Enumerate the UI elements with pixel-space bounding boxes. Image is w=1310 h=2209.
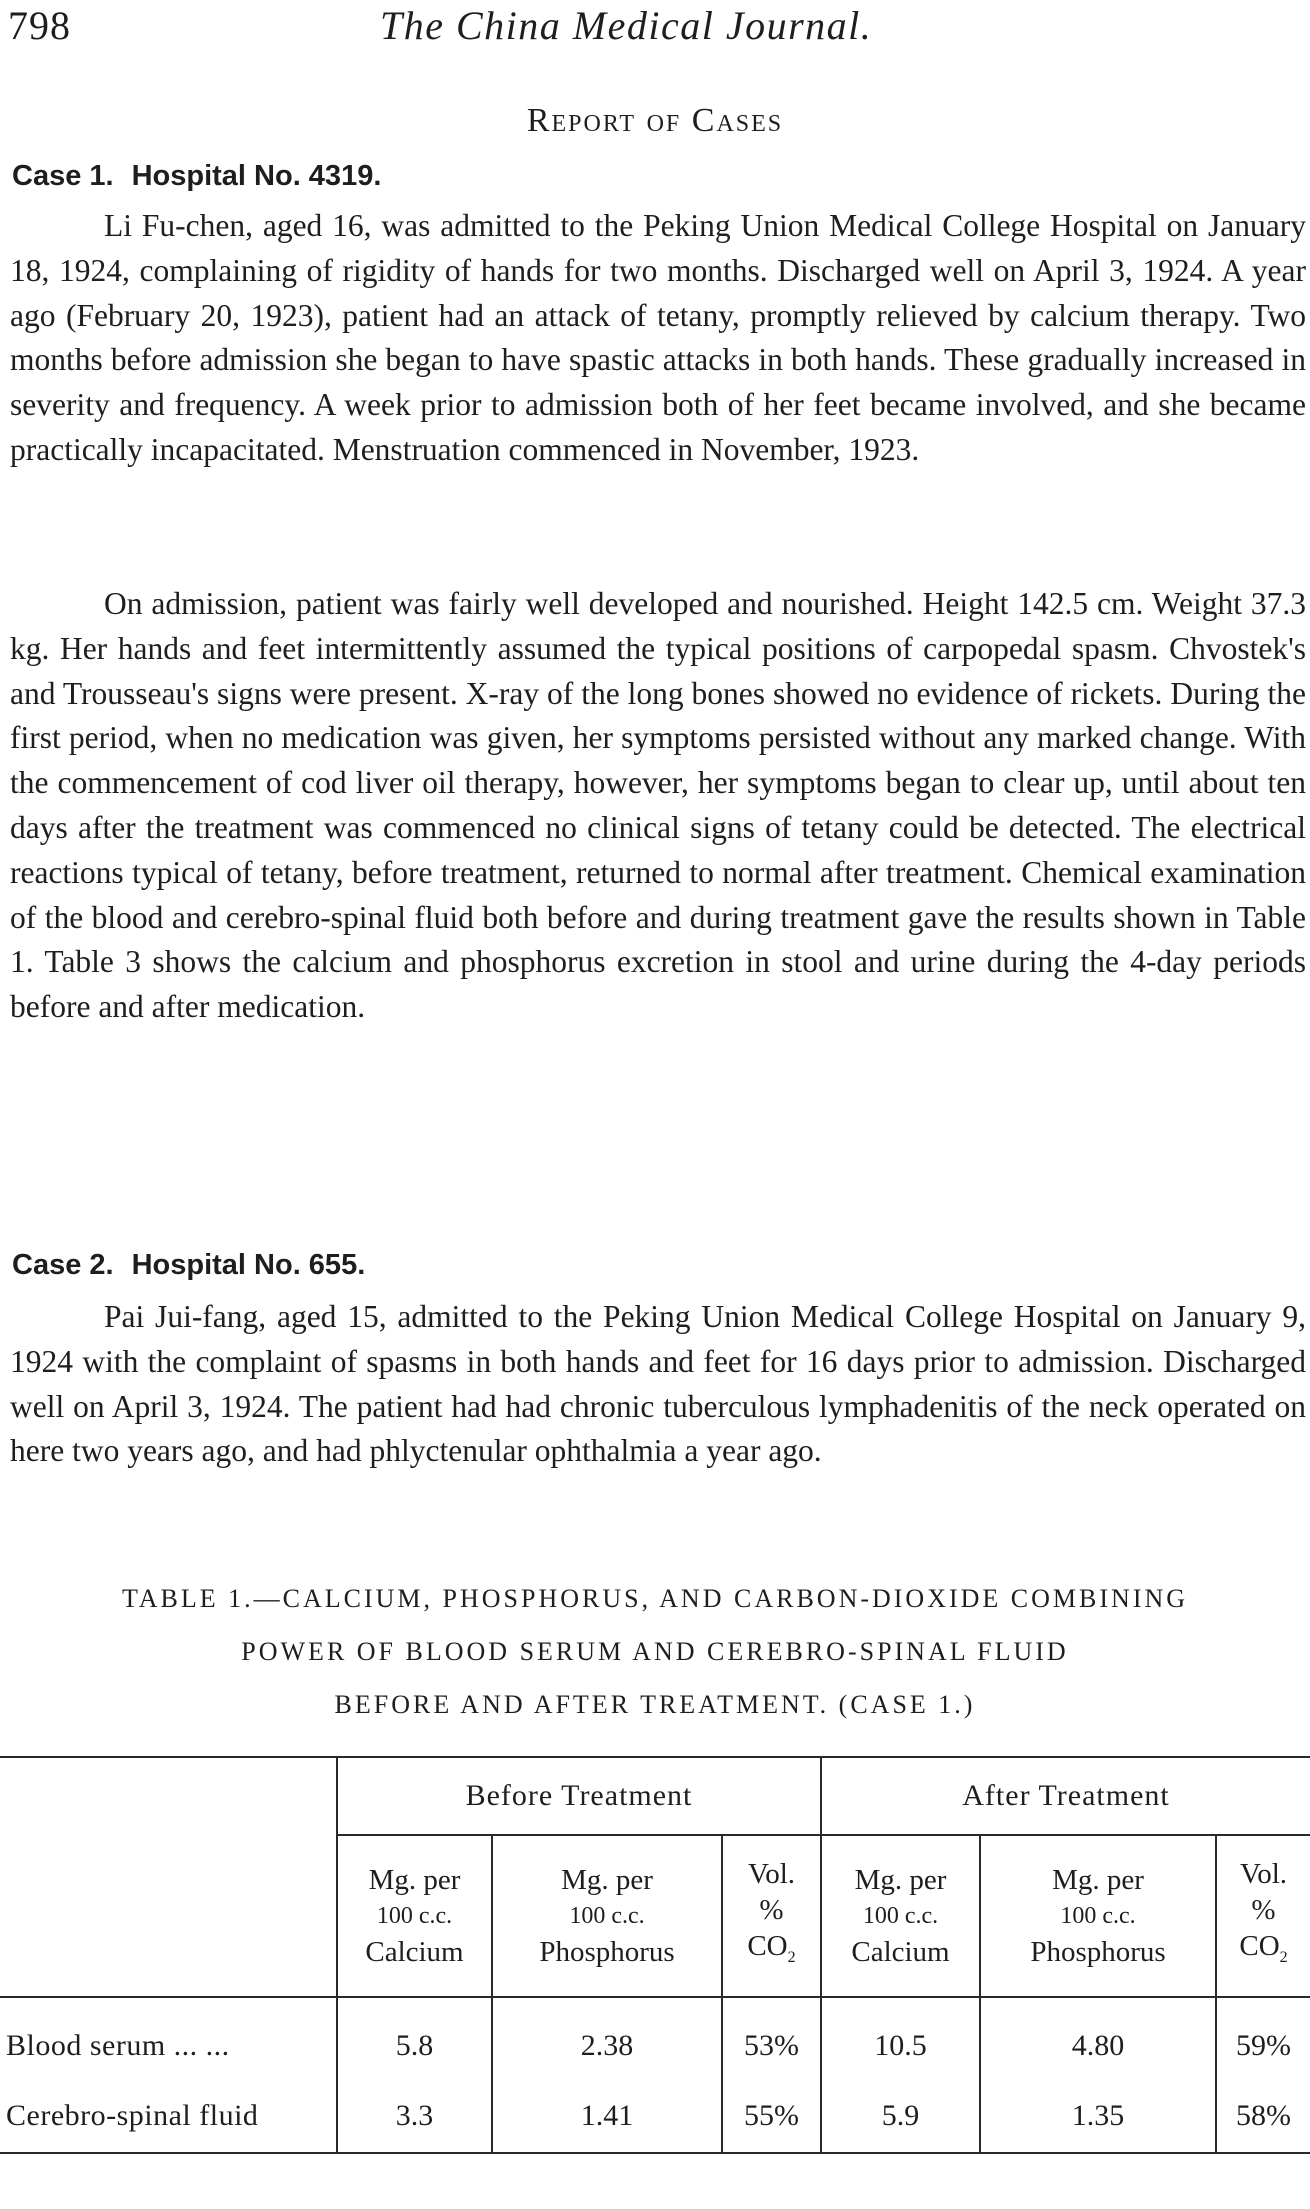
- column-header-phosphorus-before: Mg. per 100 c.c. Phosphorus: [492, 1835, 722, 1997]
- table-1-caption: [0, 1572, 1310, 1731]
- table-cell: 10.5: [821, 1997, 980, 2080]
- table-corner-cell: [0, 1757, 337, 1835]
- page-number: 798: [8, 3, 71, 48]
- table-cell: 5.9: [821, 2080, 980, 2153]
- table-cell: 1.41: [492, 2080, 722, 2153]
- before-treatment-header: Before Treatment: [337, 1757, 821, 1835]
- column-header-calcium-before: Mg. per 100 c.c. Calcium: [337, 1835, 492, 1997]
- table-1-caption-line: POWER OF BLOOD SERUM AND CEREBRO-SPINAL FLUID: [241, 1637, 1069, 1666]
- case-2-history-paragraph: Pai Jui-fang, aged 15, admitted to the Peking Union Medical College Hospital on January 9, 1924 with the complaint of spasms in both hands and feet for 16 days prior to admission. Discharged well on April 3, 1924. The patient had had chronic tuberculous lymphadenitis of the neck operated on here two years ago, and had phlyctenular ophthalmia a year ago.: [10, 1299, 1306, 1469]
- column-header-co2-after: Vol. % $CO_2$: [1216, 1835, 1310, 1997]
- table-cell: 1.35: [980, 2080, 1216, 2153]
- after-treatment-header: After Treatment: [821, 1757, 1310, 1835]
- section-heading: Report of Cases: [526, 102, 784, 139]
- running-head: [0, 0, 1310, 50]
- table-cell: 2.38: [492, 1997, 722, 2080]
- table-row: [0, 2080, 1310, 2153]
- column-header-phosphorus-after: Mg. per 100 c.c. Phosphorus: [980, 1835, 1216, 1997]
- table-cell: 53%: [722, 1997, 821, 2080]
- table-corner-cell: [0, 1835, 337, 1997]
- table-cell: 58%: [1216, 2080, 1310, 2153]
- row-label-blood-serum: Blood serum ... ...: [6, 2029, 230, 2062]
- table-cell: 3.3: [337, 2080, 492, 2153]
- table-column-header-row: [0, 1835, 1310, 1997]
- case-2-heading: [12, 1249, 365, 1282]
- case-1-history-paragraph: Li Fu-chen, aged 16, was admitted to the Peking Union Medical College Hospital on January 18, 1924, complaining of rigidity of hands for two months. Discharged well on April 3, 1924. A year ago (February 20, 1923), patient had an attack of tetany, promptly relieved by calcium therapy. Two months before admission she began to have spastic attacks in both hands. These gradually increased in severity and frequency. A week prior to admission both of her feet became involved, and she became practically incapacitated. Menstruation commenced in November, 1923.: [10, 208, 1306, 467]
- column-header-co2-before: Vol. % $CO_2$: [722, 1835, 821, 1997]
- journal-title: The China Medical Journal.: [380, 3, 873, 48]
- table-1-caption-line: TABLE 1.—CALCIUM, PHOSPHORUS, AND CARBON-DIOXIDE COMBINING: [121, 1584, 1189, 1613]
- table-cell: 5.8: [337, 1997, 492, 2080]
- table-group-header-row: [0, 1757, 1310, 1835]
- table-1: [0, 1756, 1310, 2154]
- row-label-cerebro-spinal-fluid: Cerebro-spinal fluid: [0, 2080, 337, 2153]
- case-2-hospital-number: Hospital No. 655.: [131, 1249, 366, 1281]
- column-header-calcium-after: Mg. per 100 c.c. Calcium: [821, 1835, 980, 1997]
- table-cell: 4.80: [980, 1997, 1216, 2080]
- case-1-heading: [12, 160, 381, 193]
- table-row: [0, 1997, 1310, 2080]
- table-1-caption-line: BEFORE AND AFTER TREATMENT. (CASE 1.): [334, 1690, 976, 1719]
- case-1-admission-paragraph: On admission, patient was fairly well developed and nourished. Height 142.5 cm. Weight 37.3 kg. Her hands and feet intermittently assumed the typical positions of carpopedal spasm. Chvostek's and Trousseau's signs were present. X-ray of the long bones showed no evidence of rickets. During the first period, when no medication was given, her symptoms persisted without any marked change. With the commencement of cod liver oil therapy, however, her symptoms began to clear up, until about ten days after the treatment was commenced no clinical signs of tetany could be detected. The electrical reactions typical of tetany, before treatment, returned to normal after treatment. Chemical examination of the blood and cerebro-spinal fluid both before and during treatment gave the results shown in Table 1. Table 3 shows the calcium and phosphorus excretion in stool and urine during the 4-day periods before and after medication.: [10, 586, 1306, 1025]
- table-cell: 55%: [722, 2080, 821, 2153]
- case-2-label: Case 2.: [12, 1249, 114, 1281]
- case-1-label: Case 1.: [12, 160, 114, 192]
- case-1-hospital-number: Hospital No. 4319.: [131, 160, 382, 192]
- table-cell: 59%: [1216, 1997, 1310, 2080]
